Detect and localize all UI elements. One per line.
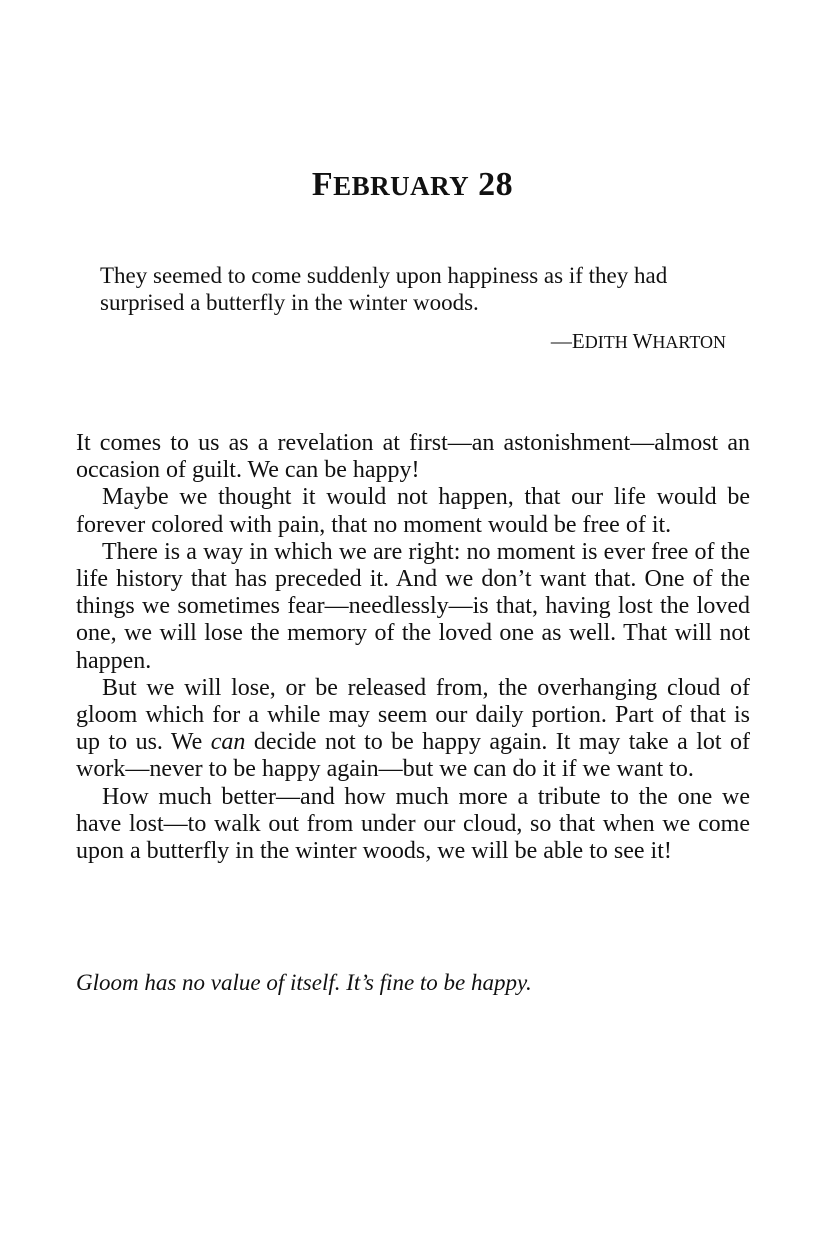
- meditation-body: [76, 430, 750, 865]
- attribution-last-rest: HARTON: [652, 332, 726, 352]
- epigraph-attribution: [100, 327, 726, 356]
- closing-affirmation: Gloom has no value of itself. It’s fine to be happy.: [76, 970, 532, 995]
- attribution-dash: —: [550, 329, 572, 353]
- paragraph-4-before: But we will lose, or be released from, the overhanging cloud of gloom which for a while may seem our daily portion. Part of that is up to us. We: [76, 674, 750, 756]
- title-initial: F: [311, 166, 334, 203]
- title-month-rest: EBRUARY: [333, 171, 470, 201]
- paragraph-4-after: decide not to be happy again. It may take a lot of work—never to be happy again—but we can do it if we want to.: [76, 729, 750, 783]
- epigraph-quote: They seemed to come suddenly upon happiness as if they had surprised a butterfly in the winter woods.: [100, 263, 668, 315]
- body-paragraph-3: There is a way in which we are right: no moment is ever free of the life history that has preceded it. And we don’t want that. One of the things we sometimes fear—needlessly—is that, having lost the loved one, we will lose the memory of the loved one as well. That will not happen.: [76, 538, 750, 674]
- body-paragraph-1: It comes to us as a revelation at first—an astonishment—almost an occasion of guilt. We can be happy!: [76, 430, 750, 484]
- epigraph: [100, 262, 726, 356]
- attribution-last-initial: W: [632, 329, 653, 353]
- body-paragraph-5: How much better—and how much more a tribute to the one we have lost—to walk out from under our cloud, so that when we come upon a butterfly in the winter woods, we will be able to see it!: [76, 783, 750, 865]
- page-title: [0, 163, 825, 208]
- title-day: 28: [478, 166, 514, 203]
- attribution-first-rest: DITH: [584, 332, 628, 352]
- attribution-first-initial: E: [571, 329, 585, 353]
- paragraph-4-emphasis: can: [210, 729, 246, 756]
- body-paragraph-2: Maybe we thought it would not happen, that our life would be forever colored with pain, that no moment would be free of it.: [76, 484, 750, 538]
- body-paragraph-4: [76, 675, 750, 784]
